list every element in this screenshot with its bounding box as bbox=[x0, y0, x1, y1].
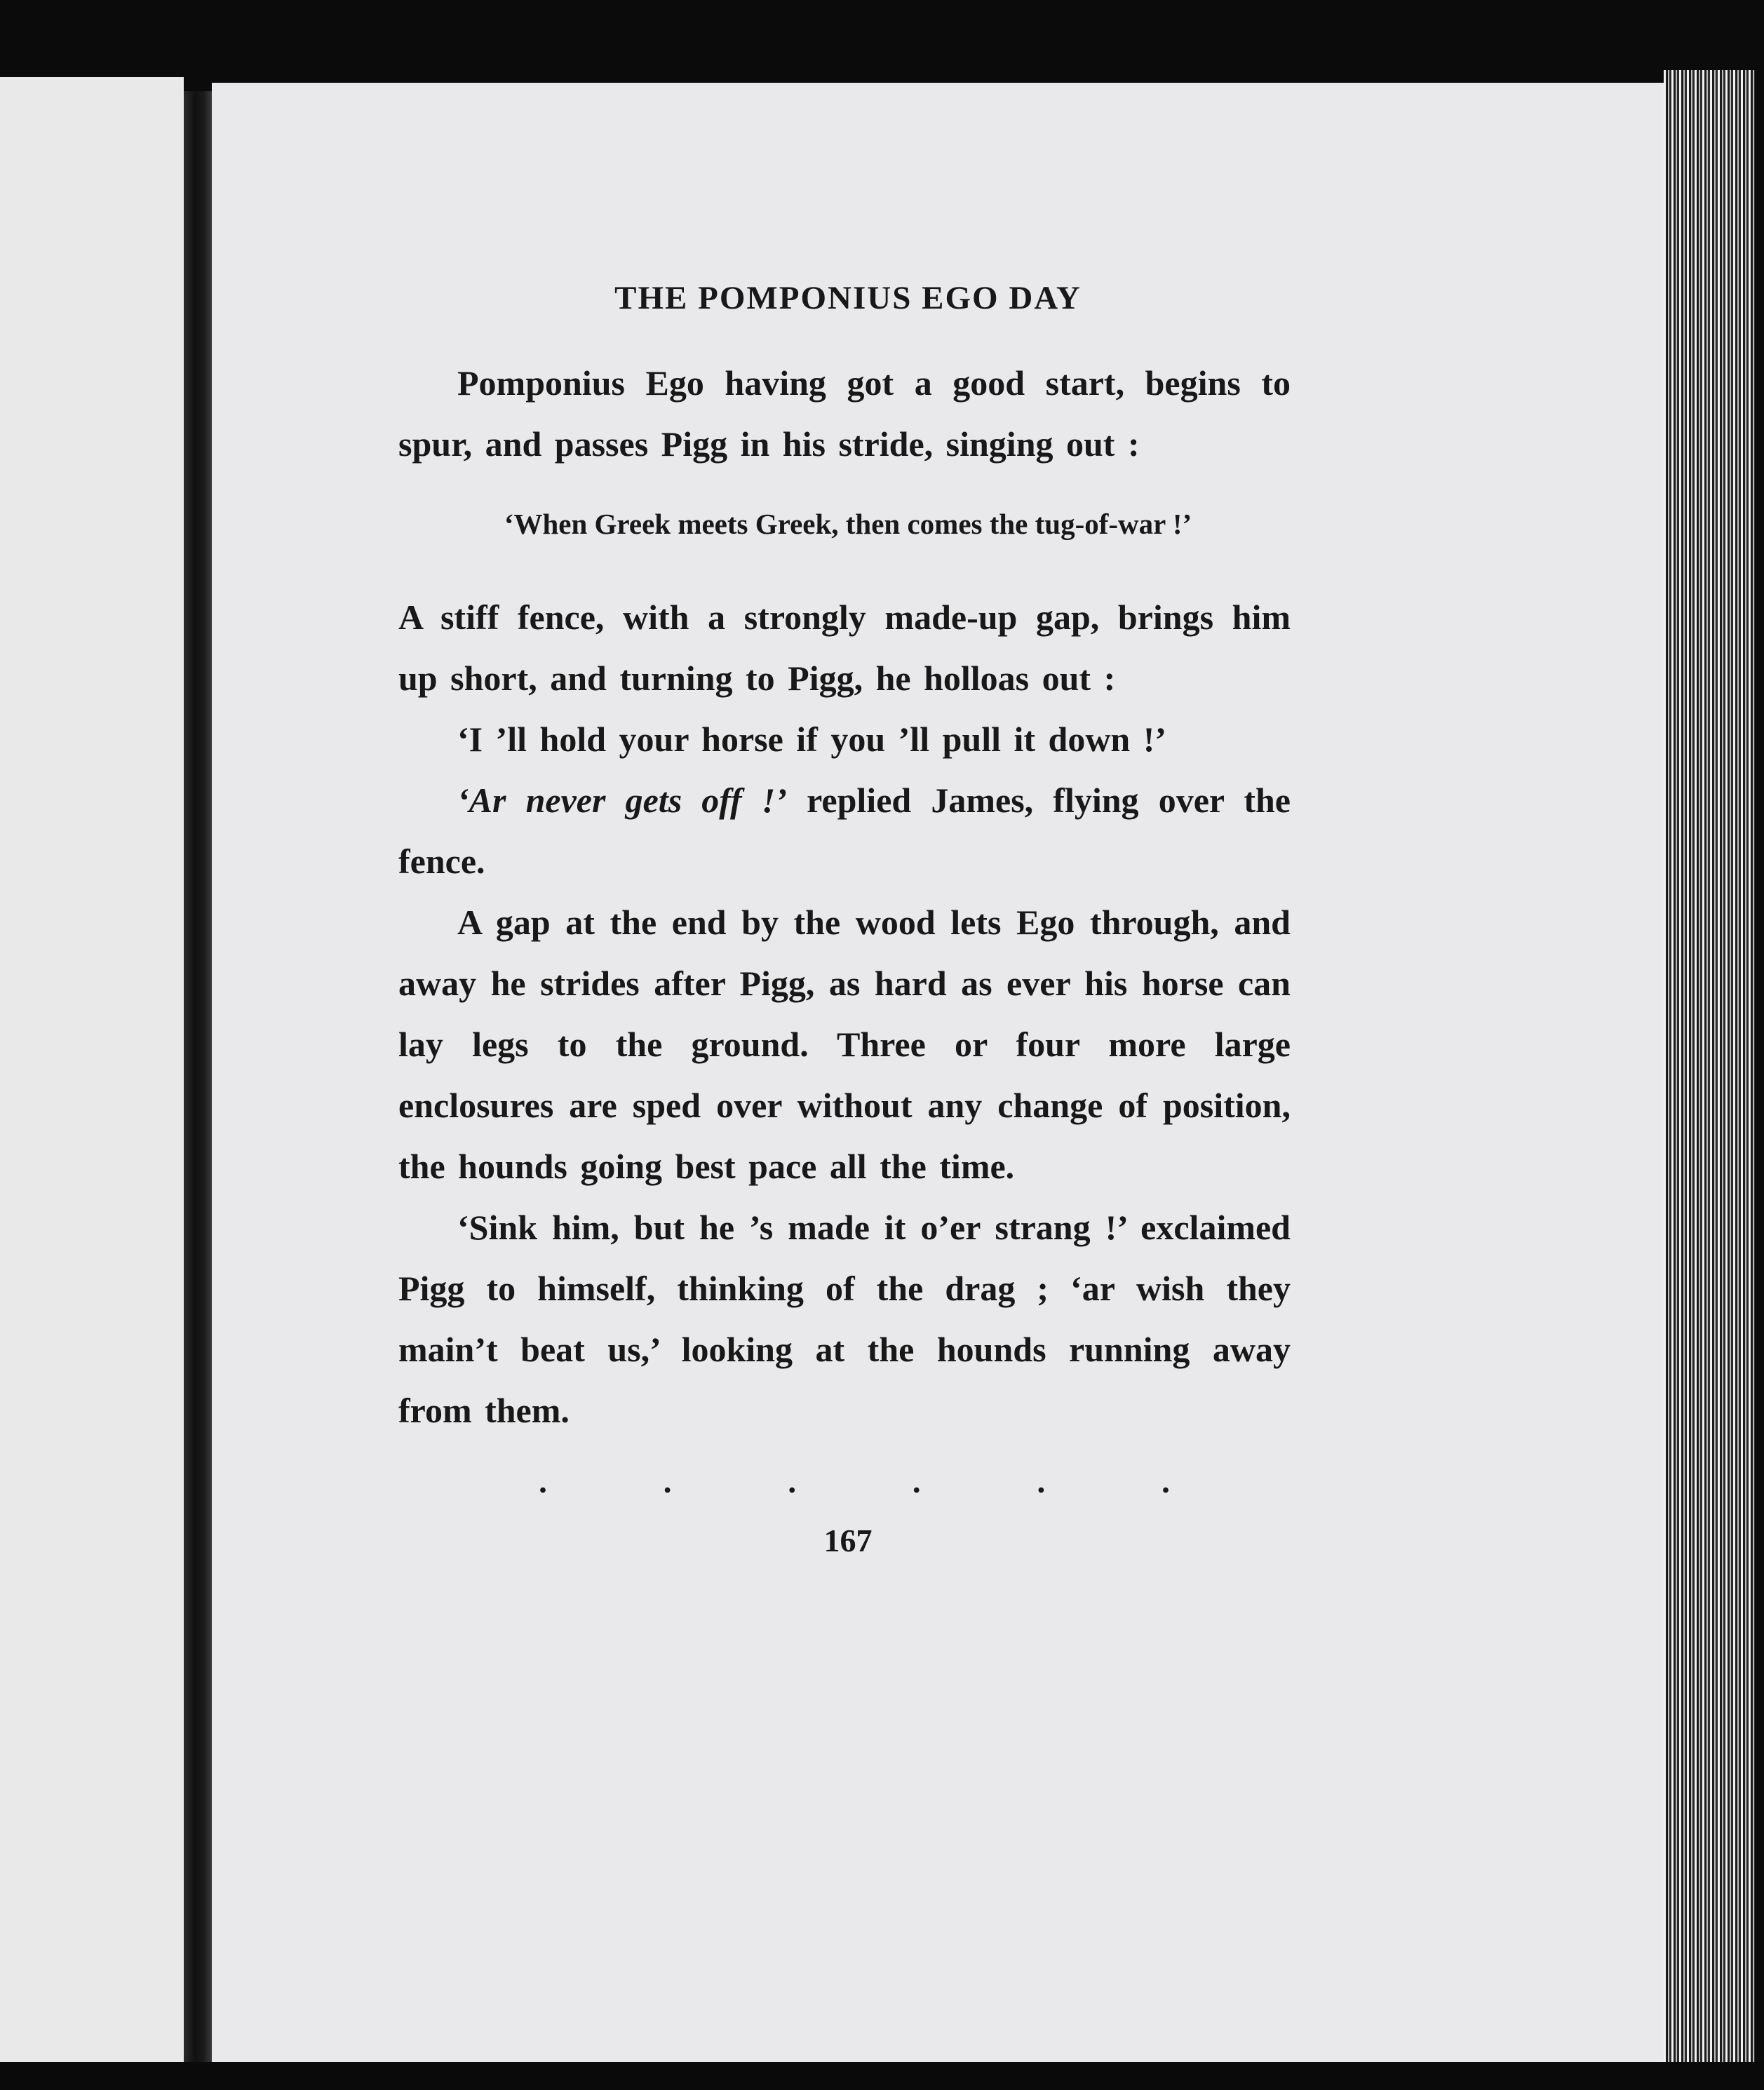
verse-quote: ‘When Greek meets Greek, then comes the tug-of-war !’ bbox=[504, 508, 1192, 540]
paragraph: A gap at the end by the wood lets Ego through, and away he strides after Pigg, as hard as ever his horse can lay legs to the ground. Three or four more large enclosures are sped over without any change of position, the hounds going best pace all the time. bbox=[398, 903, 1291, 1186]
running-title: THE POMPONIUS EGO DAY bbox=[614, 280, 1082, 316]
paragraph: Pomponius Ego having got a good start, begins to spur, and passes Pigg in his stride, singing out : bbox=[398, 363, 1291, 464]
dot: . bbox=[1037, 1463, 1046, 1500]
bottom-shadow bbox=[0, 2062, 1764, 2090]
dialect-speech: ‘Ar never gets off !’ bbox=[457, 781, 787, 820]
paragraph: A stiff fence, with a strongly made-up gap, brings him up short, and turning to Pigg, he holloas out : bbox=[398, 598, 1291, 698]
narration: replied James, flying over the fence. bbox=[398, 781, 1291, 881]
dot: . bbox=[539, 1463, 547, 1500]
section-break-dots bbox=[539, 1463, 1170, 1500]
dot: . bbox=[663, 1463, 672, 1500]
dot: . bbox=[788, 1463, 797, 1500]
dialogue-line bbox=[398, 770, 1291, 892]
page-number: 167 bbox=[823, 1523, 873, 1558]
dot: . bbox=[912, 1463, 921, 1500]
dot: . bbox=[1161, 1463, 1170, 1500]
book-gutter bbox=[184, 91, 212, 2062]
paragraph: ‘Sink him, but he ’s made it o’er strang !’ exclaimed Pigg to himself, thinking of the drag ; ‘ar wish they main’t beat us,’ looking at the hounds running away from them. bbox=[398, 1208, 1291, 1430]
page-text bbox=[398, 277, 1291, 1562]
dialogue-line: ‘I ’ll hold your horse if you ’ll pull it down !’ bbox=[457, 720, 1167, 759]
page-edges bbox=[1664, 70, 1755, 2076]
left-page bbox=[0, 77, 184, 2062]
